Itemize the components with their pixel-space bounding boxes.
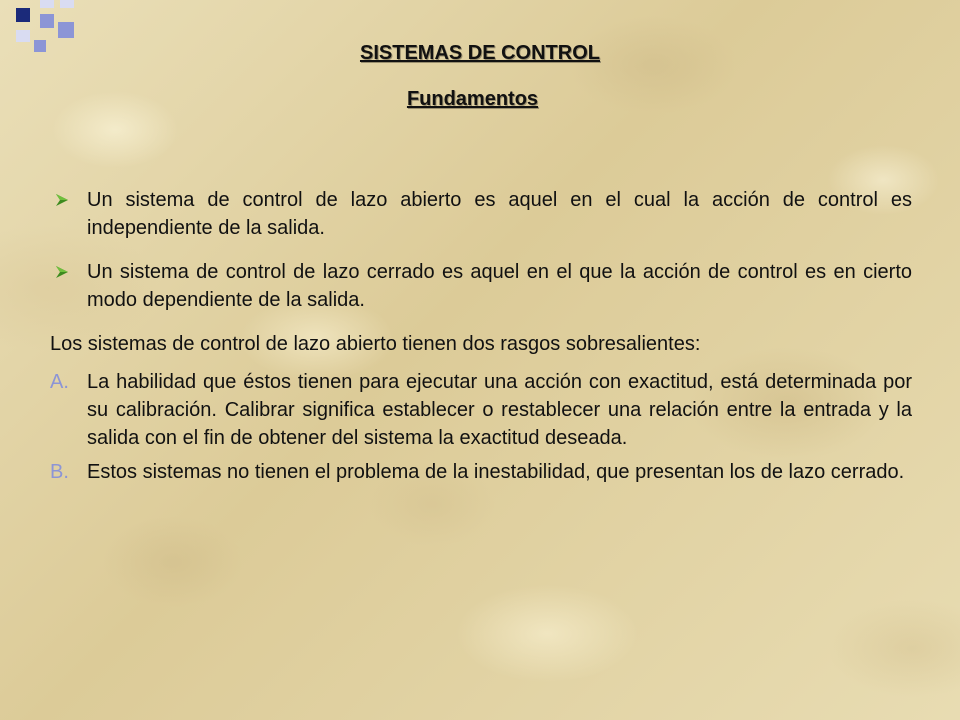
- decor-square-blue-1: [40, 14, 54, 28]
- list-marker: B.: [50, 461, 69, 483]
- decor-square-pale-2: [60, 0, 74, 8]
- decor-square-pale-1: [40, 0, 54, 8]
- bullet-text: Un sistema de control de lazo abierto es aquel en el cual la acción de control es independiente de la salida.: [87, 189, 912, 239]
- bullet-closed-loop: [50, 258, 912, 314]
- slide-body: [50, 186, 912, 492]
- arrow-bullet-icon: [55, 265, 69, 279]
- arrow-bullet-icon: [55, 193, 69, 207]
- list-marker: A.: [50, 371, 69, 393]
- list-item-b: [50, 458, 912, 486]
- list-item-text: La habilidad que éstos tienen para ejecutar una acción con exactitud, está determinada por su calibración. Calibrar significa establecer o restablecer una relación entre la entrada y la salida con el fin de obtener del sistema la exactitud deseada.: [87, 371, 912, 449]
- intro-paragraph: Los sistemas de control de lazo abierto tienen dos rasgos sobresalientes:: [50, 333, 701, 355]
- slide-title: SISTEMAS DE CONTROL: [359, 42, 600, 64]
- list-item-a: [50, 368, 912, 452]
- decor-square-pale-3: [16, 30, 30, 42]
- bullet-text: Un sistema de control de lazo cerrado es aquel en el que la acción de control es en cierto modo dependiente de la salida.: [87, 261, 912, 311]
- slide-subtitle: Fundamentos: [406, 88, 539, 110]
- decor-square-navy-1: [16, 8, 30, 22]
- decor-square-blue-2: [58, 22, 74, 38]
- list-item-text: Estos sistemas no tienen el problema de la inestabilidad, que presentan los de lazo cerrado.: [87, 461, 905, 483]
- bullet-open-loop: [50, 186, 912, 242]
